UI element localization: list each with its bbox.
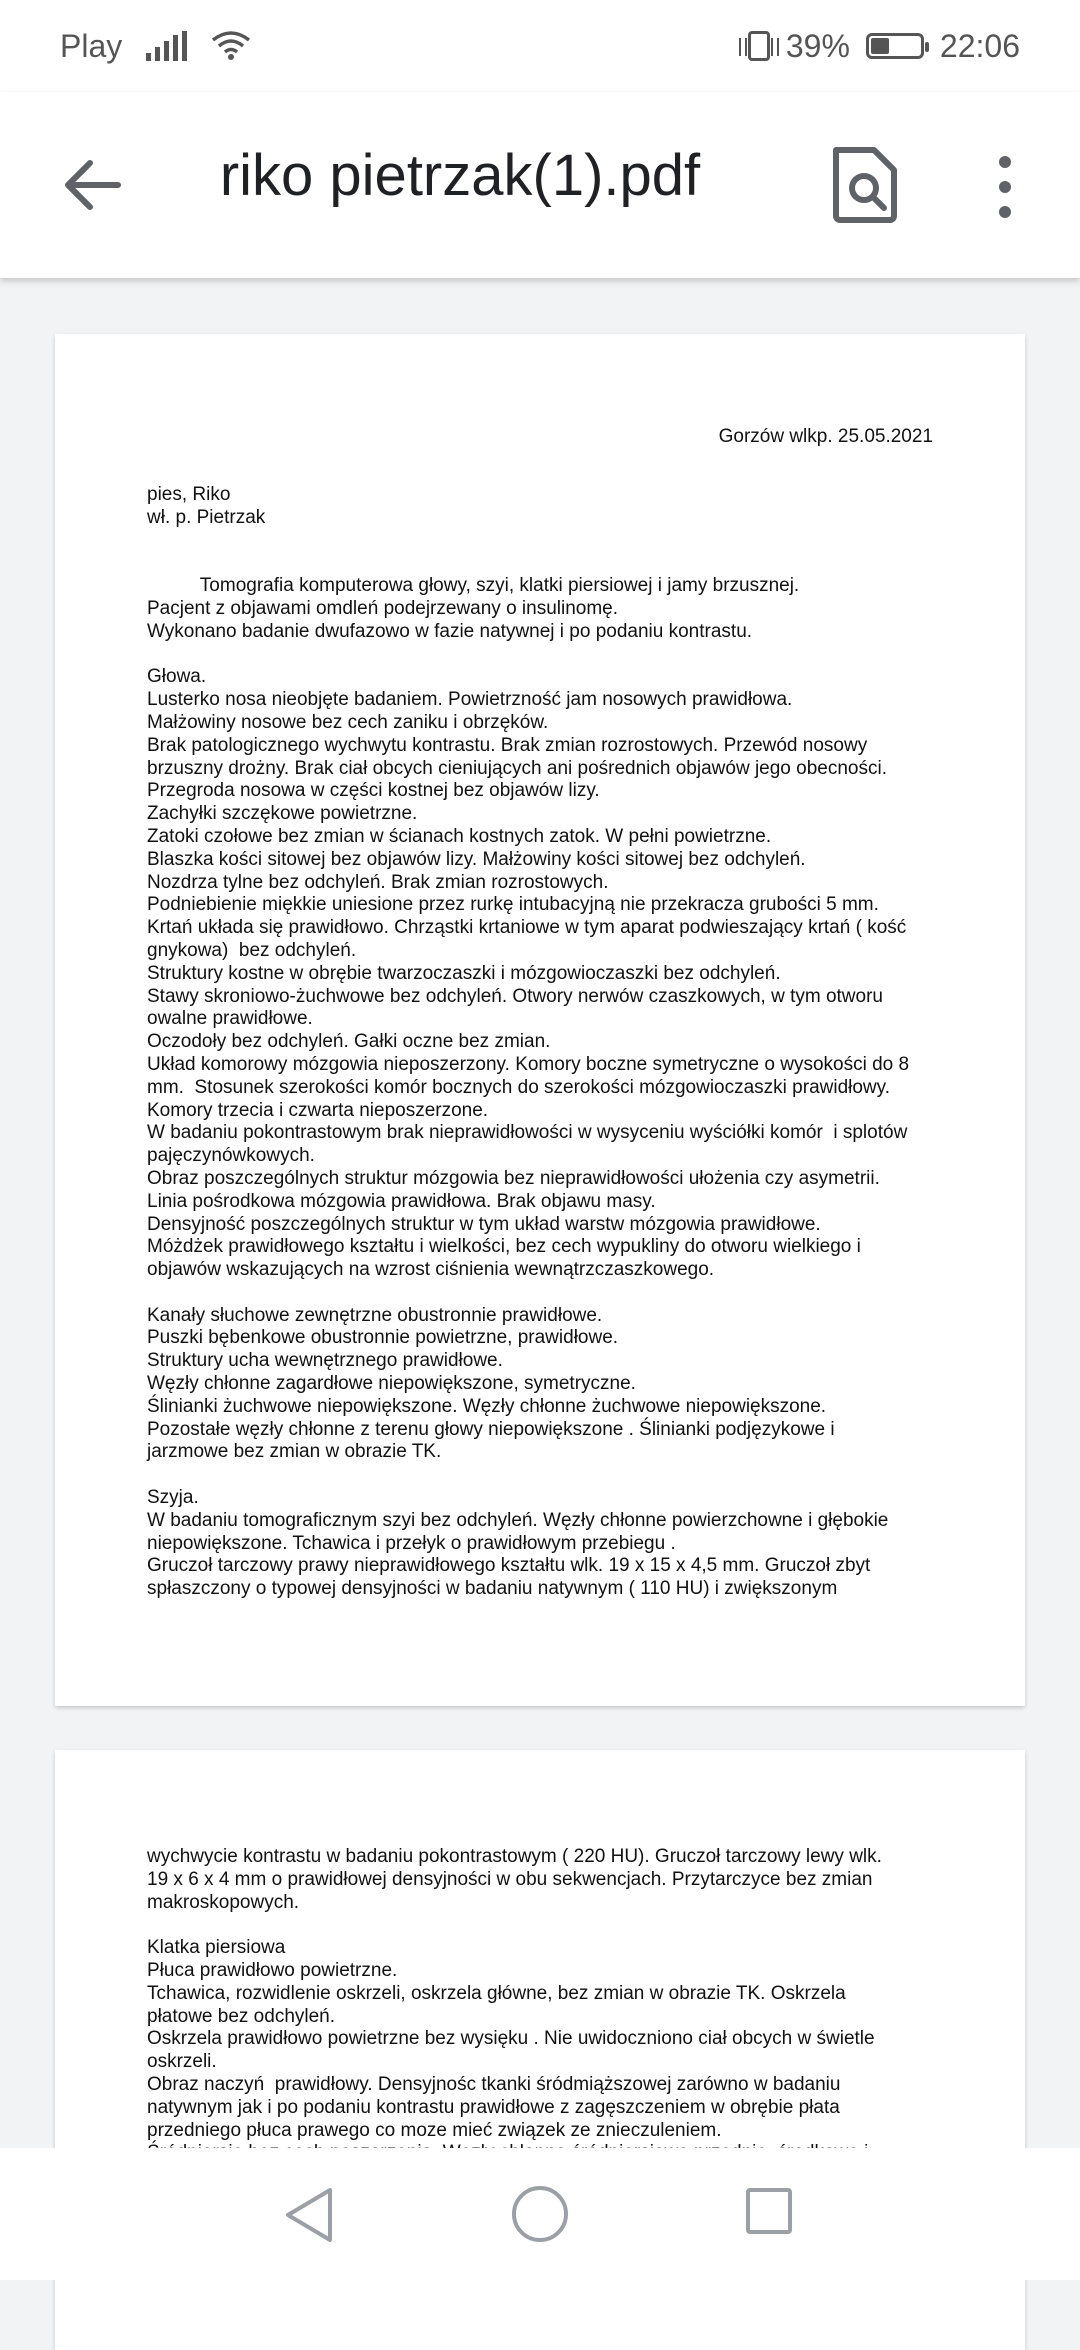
status-left: [60, 28, 251, 65]
vibrate-icon: [748, 31, 770, 61]
document-search-icon[interactable]: [830, 144, 900, 224]
battery-percent: 39%: [785, 27, 850, 64]
wifi-icon: [211, 30, 251, 62]
document-date: Gorzów wlkp. 25.05.2021: [718, 426, 933, 447]
signal-icon: [146, 31, 187, 61]
status-right: [748, 28, 1020, 65]
nav-back-icon[interactable]: [280, 2186, 340, 2244]
nav-recents-icon[interactable]: [746, 2188, 792, 2234]
battery-icon: [866, 33, 924, 59]
page-1-text: pies, Riko wł. p. Pietrzak Tomografia komputerowa głowy, szyi, klatki piersiowej i jamy brzusznej. Pacjent z objawami omdleń podejrzewany o insulinomę. Wykonano badanie dwufazowo w fazie natywnej i po podaniu kontrastu. Głowa. Lusterko nosa nieobjęte badaniem. Powietrzność jam nosowych prawidłowa. Małżowiny nosowe bez cech zaniku i obrzęków. Brak patologicznego wychwytu kontrastu. Brak zmian rozrostowych. Przewód nosowy brzuszny drożny. Brak ciał obcych cieniujących ani pośrednich objawów jego obecności. Przegroda nosowa w części kostnej bez objawów lizy. Zachyłki szczękowe powietrzne. Zatoki czołowe bez zmian w ścianach kostnych zatok. W pełni powietrzne. Blaszka kości sitowej bez objawów lizy. Małżowiny kości sitowej bez odchyleń. Nozdrza tylne bez odchyleń. Brak zmian rozrostowych. Podniebienie miękkie uniesione przez rurkę intubacyjną nie przekracza grubości 5 mm. Krtań układa się prawidłowo. Chrząstki krtaniowe w tym aparat podwieszający krtań ( kość gnykowa) bez odchyleń. Struktury kostne w obrębie twarzoczaszki i mózgowioczaszki bez odchyleń. Stawy skroniowo-żuchwowe bez odchyleń. Otwory nerwów czaszkowych, w tym otworu owalne prawidłowe. Oczodoły bez odchyleń. Gałki oczne bez zmian. Układ komorowy mózgowia nieposzerzony. Komory boczne symetryczne o wysokości do 8 mm. Stosunek szerokości komór bocznych do szerokości mózgowioczaszki prawidłowy. Komory trzecia i czwarta nieposzerzone. W badaniu pokontrastowym brak nieprawidłowości w wysyceniu wyściółki komór i splotów pajęczynówkowych. Obraz poszczególnych struktur mózgowia bez nieprawidłowości ułożenia czy asymetrii. Linia pośrodkowa mózgowia prawidłowa. Brak objawu masy. Densyjność poszczególnych struktur w tym układ warstw mózgowia prawidłowe. Móżdżek prawidłowego kształtu i wielkości, bez cech wypukliny do otworu wielkiego i objawów wskazujących na wzrost ciśnienia wewnątrzczaszkowego. Kanały słuchowe zewnętrzne obustronnie prawidłowe. Puszki bębenkowe obustronnie powietrzne, prawidłowe. Struktury ucha wewnętrznego prawidłowe. Węzły chłonne zagardłowe niepowiększone, symetryczne. Ślinianki żuchwowe niepowiększone. Węzły chłonne żuchwowe niepowiększone. Pozostałe węzły chłonne z terenu głowy niepowiększone . Ślinianki podjęzykowe i jarzmowe bez zmian w obrazie TK. Szyja. W badaniu tomograficznym szyi bez odchyleń. Węzły chłonne powierzchowne i głębokie niepowiększone. Tchawica i przełyk o prawidłowym przebiegu . Gruczoł tarczowy prawy nieprawidłowego kształtu wlk. 19 x 15 x 4,5 mm. Gruczoł zbyt spłaszczony o typowej densyjności w badaniu natywnym ( 110 HU) i zwiększonym: [147, 484, 910, 1600]
app-bar: [0, 92, 1080, 278]
carrier-label: Play: [60, 27, 123, 64]
pdf-viewer[interactable]: [0, 278, 1080, 2148]
nav-home-icon[interactable]: [512, 2186, 568, 2242]
status-bar: [0, 0, 1080, 92]
document-title: riko pietrzak(1).pdf: [219, 143, 701, 208]
arrow-left-icon[interactable]: [58, 150, 128, 220]
more-vertical-icon[interactable]: [990, 152, 1020, 222]
clock: 22:06: [939, 27, 1020, 64]
page-2-text: wychwycie kontrastu w badaniu pokontrastowym ( 220 HU). Gruczoł tarczowy lewy wlk. 19 x 6 x 4 mm o prawidłowej densyjności w obu sekwencjach. Przytarczyce bez zmian makroskopowych. Klatka piersiowa Płuca prawidłowo powietrzne. Tchawica, rozwidlenie oskrzeli, oskrzela główne, bez zmian w obrazie TK. Oskrzela płatowe bez odchyleń. Oskrzela prawidłowo powietrzne bez wysięku . Nie uwidoczniono ciał obcych w świetle oskrzeli. Obraz naczyń prawidłowy. Densyjnośc tkanki śródmiąższowej zarówno w badaniu natywnym jak i po podaniu kontrastu prawidłowe z zagęszczeniem w obrębie płata przedniego płuca prawego co moze mieć związek ze znieczuleniem.: [147, 1846, 882, 2141]
pdf-page-1: [55, 334, 1025, 1706]
system-nav-bar: [0, 2148, 1080, 2280]
